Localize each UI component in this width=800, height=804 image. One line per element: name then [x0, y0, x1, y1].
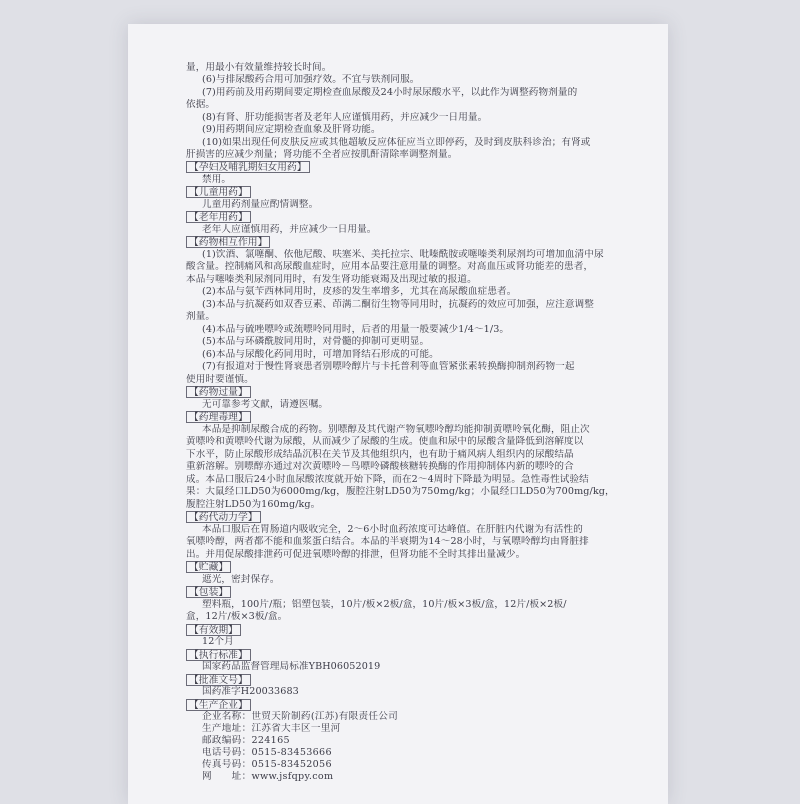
section-text: 使用时要谨慎。	[186, 374, 254, 385]
section-text: 重新溶解。别嘌醇亦通过对次黄嘌呤－鸟嘌呤磷酸核糖转换酶的作用抑制体内新的嘌呤的合	[186, 461, 574, 472]
section-heading-manufacturer: 【生产企业】	[186, 699, 251, 711]
section-text: 老年人应谨慎用药，并应减少一日用量。	[202, 224, 377, 235]
section-heading-pregnancy: 【孕妇及哺乳期妇女用药】	[186, 161, 310, 173]
section-text: 出。并用促尿酸排泄药可促进氧嘌呤醇的排泄，但肾功能不全时其排出量减少。	[186, 549, 526, 560]
section-heading-package: 【包装】	[186, 586, 231, 598]
text-line: 量，用最小有效量维持较长时间。	[186, 62, 332, 73]
section-text: (7)有报道对于慢性肾衰患者别嘌呤醇片与卡托普利等血管紧张素转换酶抑制剂药物一起	[202, 361, 575, 372]
section-text: 国家药品监督管理局标准YBH06052019	[202, 661, 381, 672]
section-heading-storage: 【贮藏】	[186, 561, 231, 573]
section-text: 禁用。	[202, 174, 232, 185]
text-line: (6)与排尿酸药合用可加强疗效。不宜与铁剂同服。	[202, 74, 420, 85]
section-text: 儿童用药剂量应酌情调整。	[202, 199, 319, 210]
manufacturer-website: 网 址：www.jsfqpy.com	[202, 771, 334, 782]
manufacturer-name: 企业名称：世贸天阶制药(江苏)有限责任公司	[202, 711, 399, 722]
manufacturer-fax: 传真号码：0515-83452056	[202, 759, 332, 770]
section-text: 本品口服后在胃肠道内吸收完全，2～6小时血药浓度可达峰值。在肝脏内代谢为有活性的	[202, 524, 583, 535]
section-heading-validity: 【有效期】	[186, 624, 241, 636]
section-text: (3)本品与抗凝药如双香豆素、茚满二酮衍生物等同用时，抗凝药的效应可加强，应注意调整	[202, 299, 594, 310]
section-heading-toxicology: 【药理毒理】	[186, 411, 251, 423]
section-text: 成。本品口服后24小时血尿酸浓度就开始下降，而在2～4周时下降最为明显。急性毒性试验结	[186, 474, 589, 485]
section-text: 黄嘌呤和黄嘌呤代谢为尿酸，从而减少了尿酸的生成。使血和尿中的尿酸含量降低到溶解度以	[186, 436, 584, 447]
section-heading-elderly: 【老年用药】	[186, 211, 251, 223]
section-text: (1)饮酒、氯噻酮、依他尼酸、呋塞米、美托拉宗、吡嗪酰胺或噻嗪类利尿剂均可增加血清中尿	[202, 249, 604, 260]
manufacturer-address: 生产地址：江苏省大丰区一里河	[202, 723, 341, 734]
manufacturer-phone: 电话号码：0515-83453666	[202, 747, 332, 758]
section-text: 盒，12片/板×3板/盒。	[186, 611, 288, 622]
section-text: 国药准字H20033683	[202, 686, 299, 697]
text-line: (9)用药期间应定期检查血象及肝肾功能。	[202, 124, 381, 135]
section-text: 下水平，防止尿酸形成结晶沉积在关节及其他组织内，也有助于痛风病人组织内的尿酸结晶	[186, 449, 574, 460]
section-heading-children: 【儿童用药】	[186, 186, 251, 198]
text-line: 肝损害的应减少剂量；肾功能不全者应按肌酐清除率调整剂量。	[186, 149, 458, 160]
section-text: 剂量。	[186, 311, 216, 322]
section-text: (6)本品与尿酸化药同用时，可增加肾结石形成的可能。	[202, 349, 439, 360]
section-heading-overdose: 【药物过量】	[186, 386, 251, 398]
section-text: (4)本品与硫唑嘌呤或巯嘌呤同用时，后者的用量一般要减少1/4～1/3。	[202, 324, 510, 335]
section-text: 本品是抑制尿酸合成的药物。别嘌醇及其代谢产物氧嘌呤醇均能抑制黄嘌呤氧化酶，阻止次	[202, 424, 590, 435]
section-heading-approval: 【批准文号】	[186, 674, 251, 686]
section-heading-standard: 【执行标准】	[186, 649, 251, 661]
section-text: 遮光，密封保存。	[202, 574, 280, 585]
manufacturer-postcode: 邮政编码：224165	[202, 735, 290, 746]
section-heading-pharmacokinetics: 【药代动力学】	[186, 511, 261, 523]
text-line: (10)如果出现任何皮肤反应或其他超敏反应体征应当立即停药，及时到皮肤科诊治；有肾或	[202, 137, 591, 148]
text-line: (8)有肾、肝功能损害者及老年人应谨慎用药，并应减少一日用量。	[202, 112, 488, 123]
section-text: 本品与噻嗪类利尿剂同用时，有发生肾功能衰竭及出现过敏的报道。	[186, 274, 477, 285]
section-text: 12个月	[202, 636, 234, 647]
section-text: 酸含量。控制痛风和高尿酸血症时，应用本品要注意用量的调整。对高血压或肾功能差的患者，	[186, 261, 594, 272]
section-text: 塑料瓶，100片/瓶；铝塑包装，10片/板×2板/盒，10片/板×3板/盒，12片/板×2板/	[202, 599, 567, 610]
section-text: 腹腔注射LD50为160mg/kg。	[186, 499, 321, 510]
text-line: (7)用药前及用药期间要定期检查血尿酸及24小时尿尿酸水平，以此作为调整药物剂量的	[202, 87, 578, 98]
section-heading-interactions: 【药物相互作用】	[186, 236, 270, 248]
section-text: (2)本品与氨苄西林同用时，皮疹的发生率增多，尤其在高尿酸血症患者。	[202, 286, 517, 297]
section-text: 无可靠参考文献，请遵医嘱。	[202, 399, 329, 410]
section-text: 果：大鼠经口LD50为6000mg/kg，腹腔注射LD50为750mg/kg；小鼠经口LD50为700mg/kg，	[186, 486, 615, 497]
section-text: (5)本品与环磷酰胺同用时，对骨髓的抑制可更明显。	[202, 336, 430, 347]
text-line: 依据。	[186, 99, 216, 110]
section-text: 氧嘌呤醇，两者都不能和血浆蛋白结合。本品的半衰期为14～28小时，与氧嘌呤醇均由肾脏排	[186, 536, 589, 547]
